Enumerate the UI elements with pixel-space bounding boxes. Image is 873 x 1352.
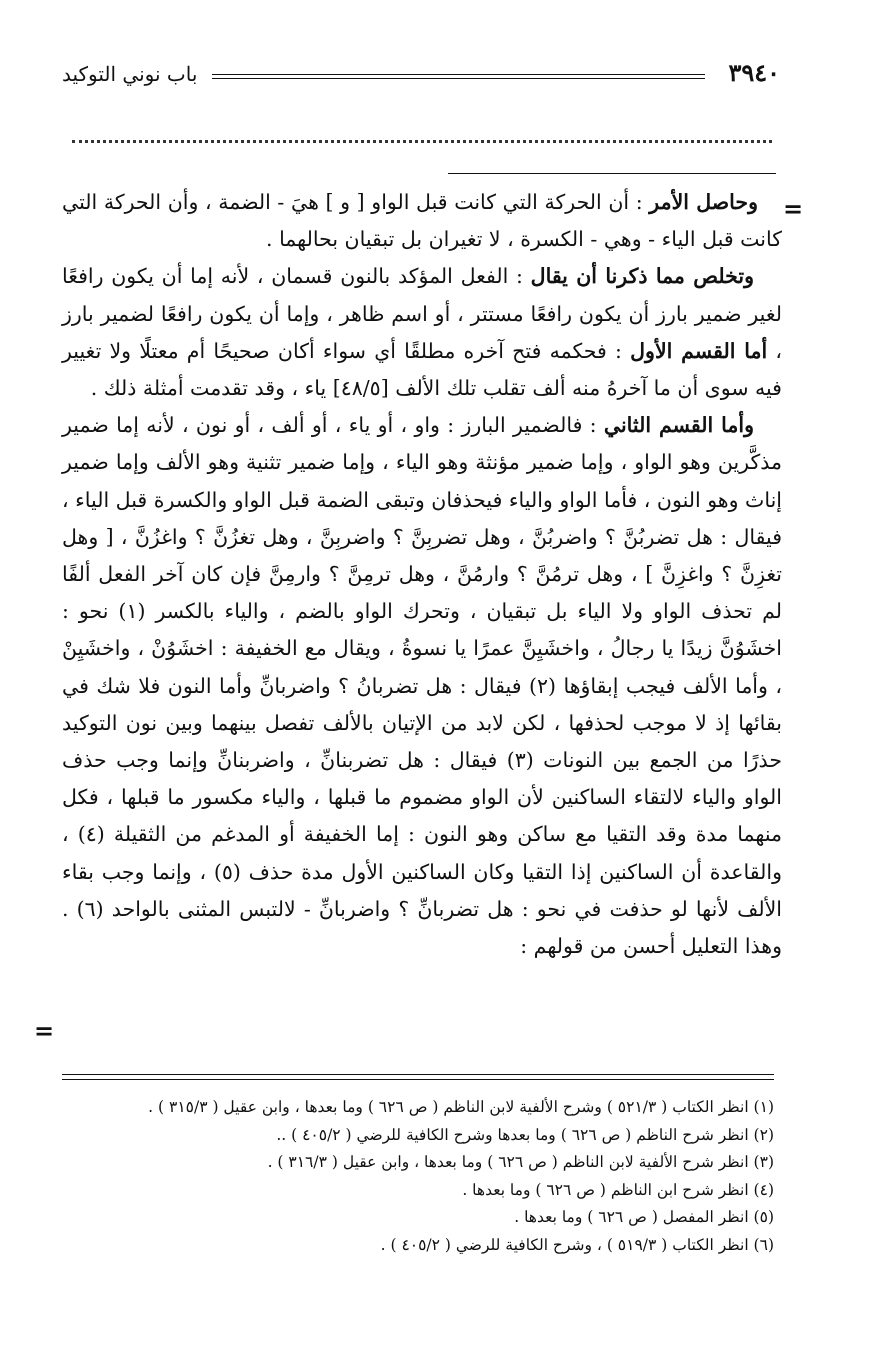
running-title: باب نوني التوكيد: [62, 62, 198, 86]
paragraph-1-lead: وحاصل الأمر: [649, 190, 758, 214]
paragraph-1-text: : أن الحركة التي كانت قبل الواو [ و ] هيَ - الضمة ، وأن الحركة التي كانت قبل الياء - وهي - الكسرة ، لا تغيران بل تبقيان بحالهما .: [62, 190, 782, 252]
page-number: ٣٩٤٠: [728, 58, 780, 87]
footnote-3: (٣) انظر شرح الألفية لابن الناظم ( ص ٦٢٦ ) وما بعدها ، وابن عقيل ( ٣١٦/٣ ) .: [267, 1153, 774, 1172]
footnote-6: (٦) انظر الكتاب ( ٥١٩/٣ ) ، وشرح الكافية للرضي ( ٤٠٥/٢ ) .: [380, 1235, 774, 1254]
paragraph-3-text: : فالضمير البارز : واو ، أو ياء ، أو ألف ، أو نون ، لأنه إما ضمير مذكَّرين وهو الواو ، وإما ضمير مؤنثة وهو الياء ، وإما ضمير تثنية وهو الألف وإما ضمير إناث وهو النون ، فأما الواو والياء فيحذفان وتبقى الضمة قبل الواو والكسرة قبل الياء ، فيقال : هل تضربُنَّ ؟ واضربُنَّ ، وهل تضربِنَّ ؟ واضربِنَّ ، وهل تغزُنَّ ؟ واغزُنَّ ، [ وهل تغزِنَّ ؟ واغزِنَّ ] ، وهل ترمُنَّ ؟ وارمُنَّ ، وهل ترمِنَّ ؟ وارمِنَّ فإن كان آخر الفعل ألفًا لم تحذف الواو ولا الياء بل تبقيان ، وتحرك الواو بالضم ، والياء بالكسر (١) نحو : اخشَوُنَّ زيدًا يا رجالُ ، واخشَيِنَّ عمرًا يا نسوةُ ، ويقال مع الخفيفة : اخشَوُنْ ، واخشَيِنْ ، وأما الألف فيجب إبقاؤها (٢) فيقال : هل تضربانُ ؟ واضربانِّ وأما النون فلا شك في بقائها إذ لا موجب لحذفها ، لكن لابد من الإتيان بالألف تفصل بينهما وبين نون التوكيد حذرًا من الجمع بين النونات (٣) فيقال : هل تضربنانِّ ، واضربنانِّ وإنما وجب حذف الواو والياء لالتقاء الساكنين لأن الواو مضموم ما قبلها ، والياء مكسور ما قبلها ، فكل منهما مدة وقد التقيا مع ساكن وهو النون : إما الخفيفة أو المدغم من الثقيلة (٤) ، والقاعدة أن الساكنين إذا التقيا وكان الساكنين الأول مدة حذف (٥) ، وإنما وجب بقاء الألف لأنها لو حذفت في نحو : هل تضربانِّ ؟ واضربانِّ - لالتبس المثنى بالواحد (٦) . وهذا التعليل أحسن من قولهم :: [62, 413, 783, 959]
paragraph-2-lead-2: أما القسم الأول: [630, 338, 768, 363]
footnote-1: (١) انظر الكتاب ( ٥٢١/٣ ) وشرح الألفية لابن الناظم ( ص ٦٢٦ ) وما بعدها ، وابن عقيل ( ٣١٥/٣ ) .: [148, 1098, 774, 1116]
footnote-double-rule: [62, 1074, 774, 1080]
paragraph-1: [62, 184, 782, 258]
header-double-rule: [212, 74, 705, 79]
footnote-4: (٤) انظر شرح ابن الناظم ( ص ٦٢٦ ) وما بعدها .: [462, 1180, 774, 1199]
continuation-rule: [448, 173, 776, 174]
main-text: [62, 184, 782, 965]
paragraph-3: [62, 407, 782, 965]
paragraph-2-text-b: : فحكمه فتح آخره مطلقًا أي سواء أكان صحيحًا أم معتلًا ولا تغيير فيه سوى أن ما آخرهُ منه ألف تقلب تلك الألف [٤٨/٥] ياء ، وقد تقدمت أمثلة ذلك .: [62, 338, 782, 401]
footnote-5: (٥) انظر المفصل ( ص ٦٢٦ ) وما بعدها .: [514, 1208, 774, 1227]
continuation-marker-top: =: [783, 194, 804, 223]
continuation-marker-bottom: =: [34, 1016, 55, 1045]
page-header: [62, 58, 780, 92]
paragraph-3-lead: وأما القسم الثاني: [603, 413, 754, 438]
footnotes: [62, 1094, 774, 1260]
paragraph-2: [62, 258, 782, 407]
dotted-separator: [72, 140, 772, 143]
paragraph-2-lead: وتخلص مما ذكرنا أن يقال: [530, 264, 754, 289]
paragraph-2-text-a: : الفعل المؤكد بالنون قسمان ، لأنه إما أن يكون رافعًا لغير ضمير بارز أن يكون رافعًا مستتر ، أو اسم ظاهر ، وإما أن يكون رافعًا لضمير بارز ،: [62, 264, 782, 363]
footnote-2: (٢) انظر شرح الناظم ( ص ٦٢٦ ) وما بعدها وشرح الكافية للرضي ( ٤٠٥/٢ ) ..: [276, 1125, 774, 1144]
